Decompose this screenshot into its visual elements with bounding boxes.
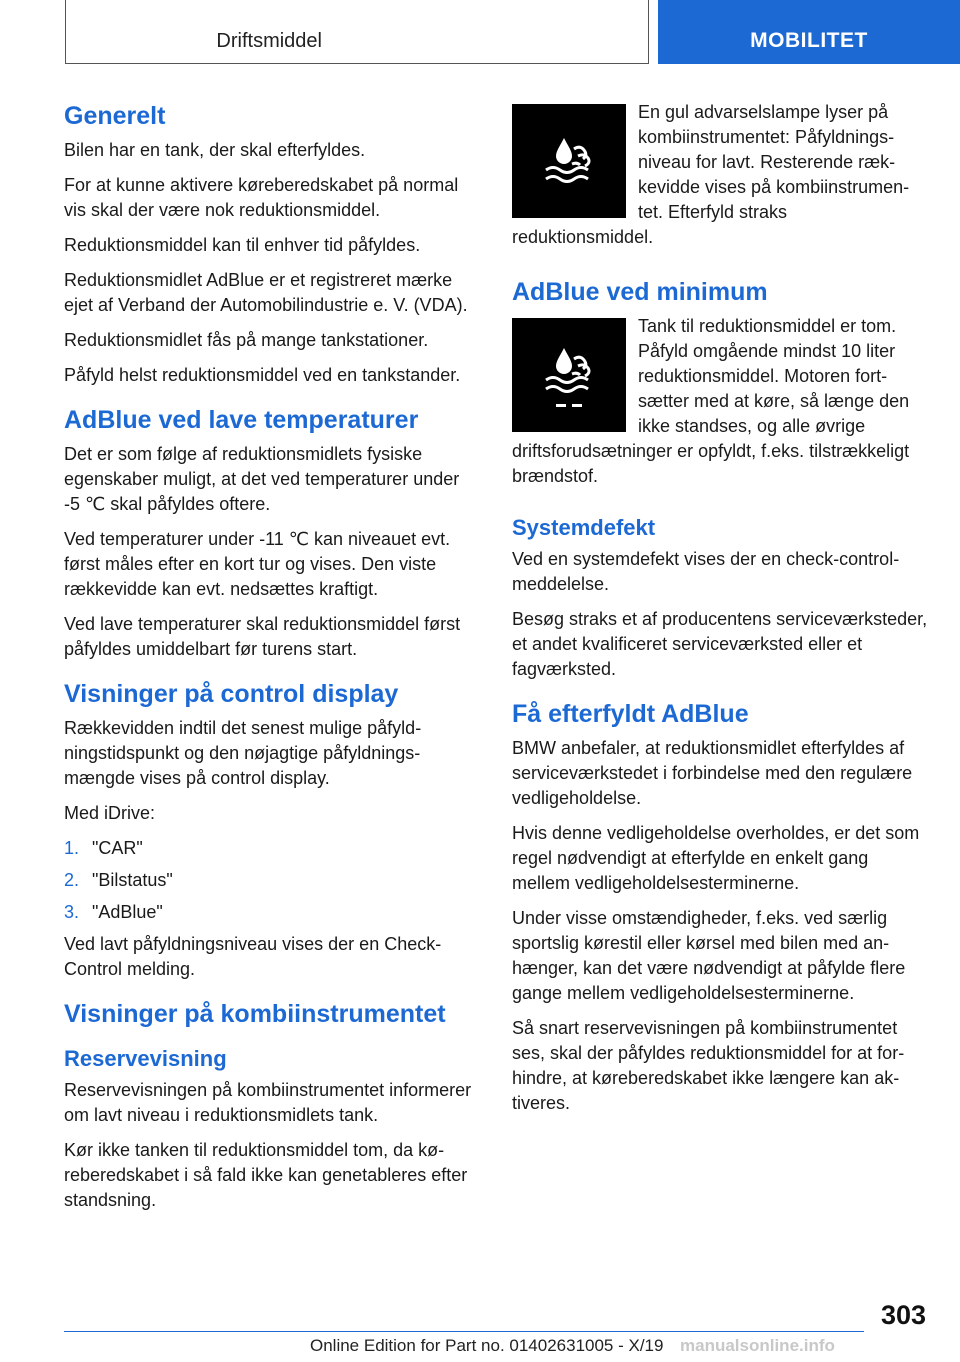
step-text: "CAR" [92,838,143,858]
step-number: 3. [64,902,80,922]
paragraph: Under visse omstændigheder, f.eks. ved særlig sportslig kørestil eller kørsel med bilen med anhænger, kan det være nødvendigt at påfylde flere gange mellem vedligeholdelsesterminerne. [512,908,906,1003]
paragraph: For at kunne aktivere køreberedskabet på normal vis skal der være nok reduktionsmiddel. [64,175,459,220]
heading-generelt: Generelt [64,102,166,130]
paragraph: Ved en systemdefekt vises der en check-control-meddelelse. [512,549,900,594]
heading-efterfyldt: Få efterfyldt AdBlue [512,700,749,728]
paragraph: Ved lavt påfyldningsniveau vises der en Check-Control melding. [64,934,442,979]
step-text: "AdBlue" [92,902,163,922]
chapter-tab[interactable]: MOBILITET [658,0,960,64]
paragraph: Ved temperaturer under -11 ℃ kan niveauet evt. først måles efter en kort tur og vises. Den viste rækkevidde kan evt. nedsættes kraftigt. [64,529,451,599]
paragraph: Reduktionsmidlet fås på mange tankstationer. [64,330,429,350]
paragraph: Påfyld helst reduktionsmiddel ved en tankstander. [64,365,461,385]
paragraph: Rækkevidden indtil det senest mulige påfyldningstidspunkt og den nøjagtige påfyldningsmængde vises på control display. [64,718,422,788]
adblue-empty-icon [512,318,626,432]
edition-note: Online Edition for Part no. 01402631005 - X/19 [310,1336,664,1355]
paragraph: Det er som følge af reduktionsmidlets fysiske egenskaber muligt, at det ved temperaturer under -5 ℃ skal påfyldes oftere. [64,444,460,514]
idrive-steps [64,836,480,925]
warning-paragraph: En gul advarselslampe lyser på kombiinstrumentet: Påfyldningsniveau for lavt. Resterende rækkevidde vises på kombiinstrumentet. Efterfyld straks reduktionsmiddel. [512,102,910,247]
step-number: 1. [64,838,80,858]
header-frame [65,0,649,64]
step-number: 2. [64,870,80,890]
section-title: Driftsmiddel [216,30,322,52]
subheading-reservevisning: Reservevisning [64,1046,227,1071]
left-column [64,100,480,1223]
heading-lave-temperaturer: AdBlue ved lave temperaturer [64,406,419,434]
page-number: 303 [880,1300,926,1330]
right-column [512,100,928,1126]
paragraph: Reservevisningen på kombiinstrumentet informerer om lavt niveau i reduktionsmidlets tank. [64,1080,472,1125]
paragraph: Kør ikke tanken til reduktionsmiddel tom, da køreberedskabet i så fald ikke kan genetableres efter standsning. [64,1140,468,1210]
paragraph: Hvis denne vedligeholdelse overholdes, er det som regel nødvendigt at efterfylde en enkelt gang mellem vedligeholdelsesterminerne. [512,823,920,893]
adblue-warning-icon [512,104,626,218]
paragraph: Så snart reservevisningen på kombiinstrumentet ses, skal der påfyldes reduktionsmiddel for at forhindre, at køreberedskabet ikke længere kan aktiveres. [512,1018,905,1113]
paragraph: Ved lave temperaturer skal reduktionsmiddel først påfyldes umiddelbart før turens start. [64,614,461,659]
heading-kombiinstrumentet: Visninger på kombiinstrumentet [64,1000,446,1028]
minimum-paragraph: Tank til reduktionsmiddel er tom. Påfyld omgående mindst 10 liter reduktionsmiddel. Motoren fortsætter med at køre, så længe den ikke standses, og alle øvrige driftsforudsætninger er opfyldt, f.eks. tilstrækkeligt brændstof. [512,316,910,486]
paragraph: Reduktionsmidlet AdBlue er et registreret mærke ejet af Verband der Automobilindustrie e. V. (VDA). [64,270,468,315]
paragraph: BMW anbefaler, at reduktionsmidlet efterfyldes af serviceværkstedet i forbindelse med den regulære vedligeholdelse. [512,738,913,808]
paragraph: Bilen har en tank, der skal efterfyldes. [64,140,366,160]
paragraph: Besøg straks et af producentens serviceværksteder, et andet kvalificeret serviceværksted eller et fagværksted. [512,609,928,679]
paragraph: Reduktionsmiddel kan til enhver tid påfyldes. [64,235,421,255]
watermark: manualsonline.info [680,1336,835,1355]
paragraph: Med iDrive: [64,803,156,823]
list-item [64,900,480,925]
list-item [64,868,480,893]
footer-divider [64,1331,864,1332]
heading-systemdefekt: Systemdefekt [512,515,656,540]
heading-minimum: AdBlue ved minimum [512,278,768,306]
list-item [64,836,480,861]
step-text: "Bilstatus" [92,870,173,890]
heading-control-display: Visninger på control display [64,680,399,708]
